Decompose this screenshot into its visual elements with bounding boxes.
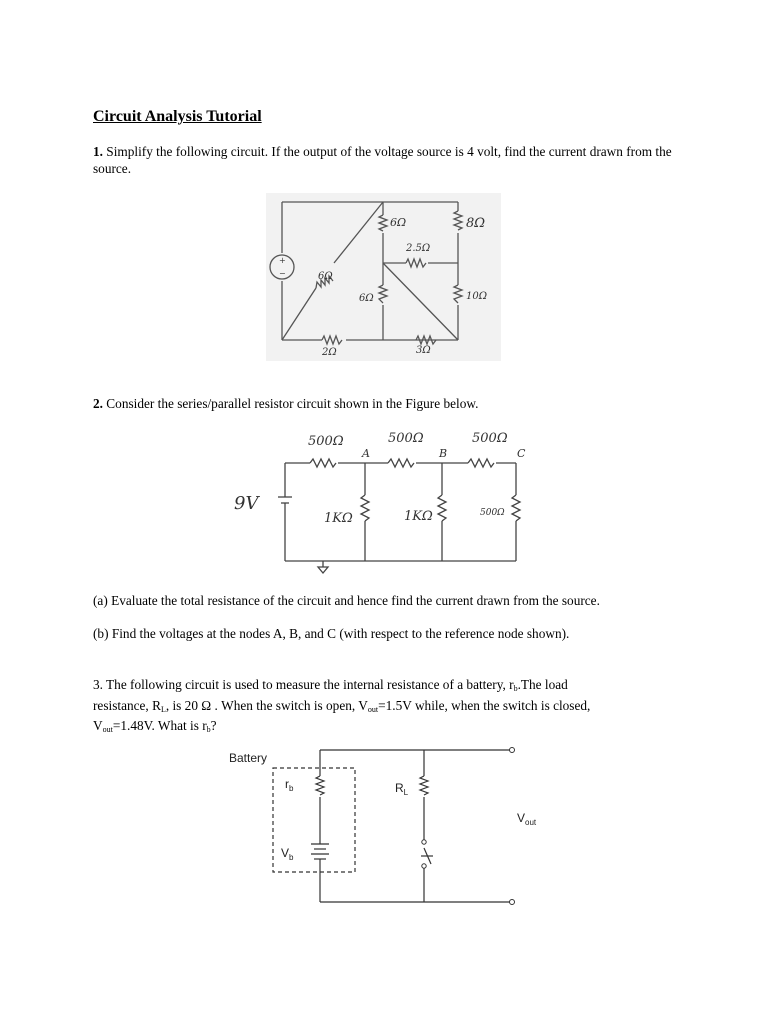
figure-3-svg (225, 744, 555, 910)
rl-label: $R_L$ (395, 781, 409, 797)
terminal-bottom (510, 900, 515, 905)
resistor-6c (379, 285, 387, 303)
question-3-line-2: resistance, $R_L$, is 20 Ω . When the switch is open, $V_{out}=1.5V$ while, when the switch is closed, (93, 697, 591, 714)
question-2-part-b: (b) Find the voltages at the nodes A, B, and C (with respect to the reference node shown). (93, 626, 570, 641)
figure-3-circuit (225, 744, 555, 910)
question-1-number: 1. (93, 144, 103, 159)
question-3-line-3: $V_{out}=1.48V$. What is $r_b$? (93, 718, 217, 734)
resistor-10 (454, 285, 462, 303)
label-shunt-2: 1KΩ (404, 509, 433, 524)
label-top-3: 500Ω (472, 431, 508, 446)
question-2-text: Consider the series/parallel resistor circuit shown in the Figure below. (102, 396, 479, 411)
label-2: 2Ω (322, 347, 337, 358)
question-1 (93, 144, 683, 177)
question-3-line-1: 3. The following circuit is used to measure the internal resistance of a battery, $r_b.The$ load (93, 677, 568, 693)
resistor-top-3 (468, 459, 494, 467)
question-3 (93, 677, 683, 739)
resistor-2-5 (406, 259, 426, 267)
source-minus: − (279, 269, 286, 278)
question-2 (93, 396, 683, 413)
node-b-label: B (439, 447, 448, 460)
resistor-shunt-1 (361, 495, 369, 521)
label-8: 8Ω (466, 216, 486, 231)
vout-label: $V_{out}$ (517, 811, 537, 827)
resistor-rl (420, 776, 428, 795)
resistor-6a (379, 215, 387, 231)
label-6b: 6Ω (318, 271, 333, 282)
resistor-8 (454, 211, 462, 230)
rb-label: $r_b$ (285, 777, 294, 793)
resistor-top-2 (388, 459, 414, 467)
battery-label: Battery (229, 751, 268, 765)
label-shunt-1: 1KΩ (324, 511, 353, 526)
resistor-shunt-3 (512, 495, 520, 521)
page-title: Circuit Analysis Tutorial (93, 108, 262, 125)
label-shunt-3: 500Ω (480, 508, 505, 518)
switch-contact-bottom (422, 864, 426, 868)
label-6c: 6Ω (359, 293, 374, 304)
resistor-top-1 (310, 459, 336, 467)
source-plus: + (279, 256, 286, 265)
question-2-number: 2. (93, 396, 103, 411)
terminal-top (510, 748, 515, 753)
node-a-label: A (362, 447, 370, 460)
label-3: 3Ω (416, 345, 431, 356)
vb-label: $V_b$ (281, 846, 294, 862)
ground-symbol (318, 567, 328, 573)
resistor-rb (316, 776, 324, 795)
node-c-label: C (517, 447, 526, 460)
question-2-part-a: (a) Evaluate the total resistance of the circuit and hence find the current drawn from the source. (93, 593, 600, 608)
label-6a: 6Ω (390, 216, 407, 229)
figure-1-circuit (266, 193, 501, 361)
figure-1-svg (266, 193, 501, 361)
question-1-text: Simplify the following circuit. If the output of the voltage source is 4 volt, find the current drawn from the source. (93, 144, 672, 176)
resistor-shunt-2 (438, 495, 446, 521)
resistor-2 (322, 336, 342, 344)
figure-2-svg (228, 427, 528, 579)
label-top-2: 500Ω (388, 431, 424, 446)
label-2-5: 2.5Ω (406, 243, 431, 254)
figure-2-circuit (228, 427, 528, 579)
switch-contact-top (422, 840, 426, 844)
source-label: 9V (234, 493, 259, 514)
label-10: 10Ω (466, 291, 488, 302)
label-top-1: 500Ω (308, 434, 344, 449)
